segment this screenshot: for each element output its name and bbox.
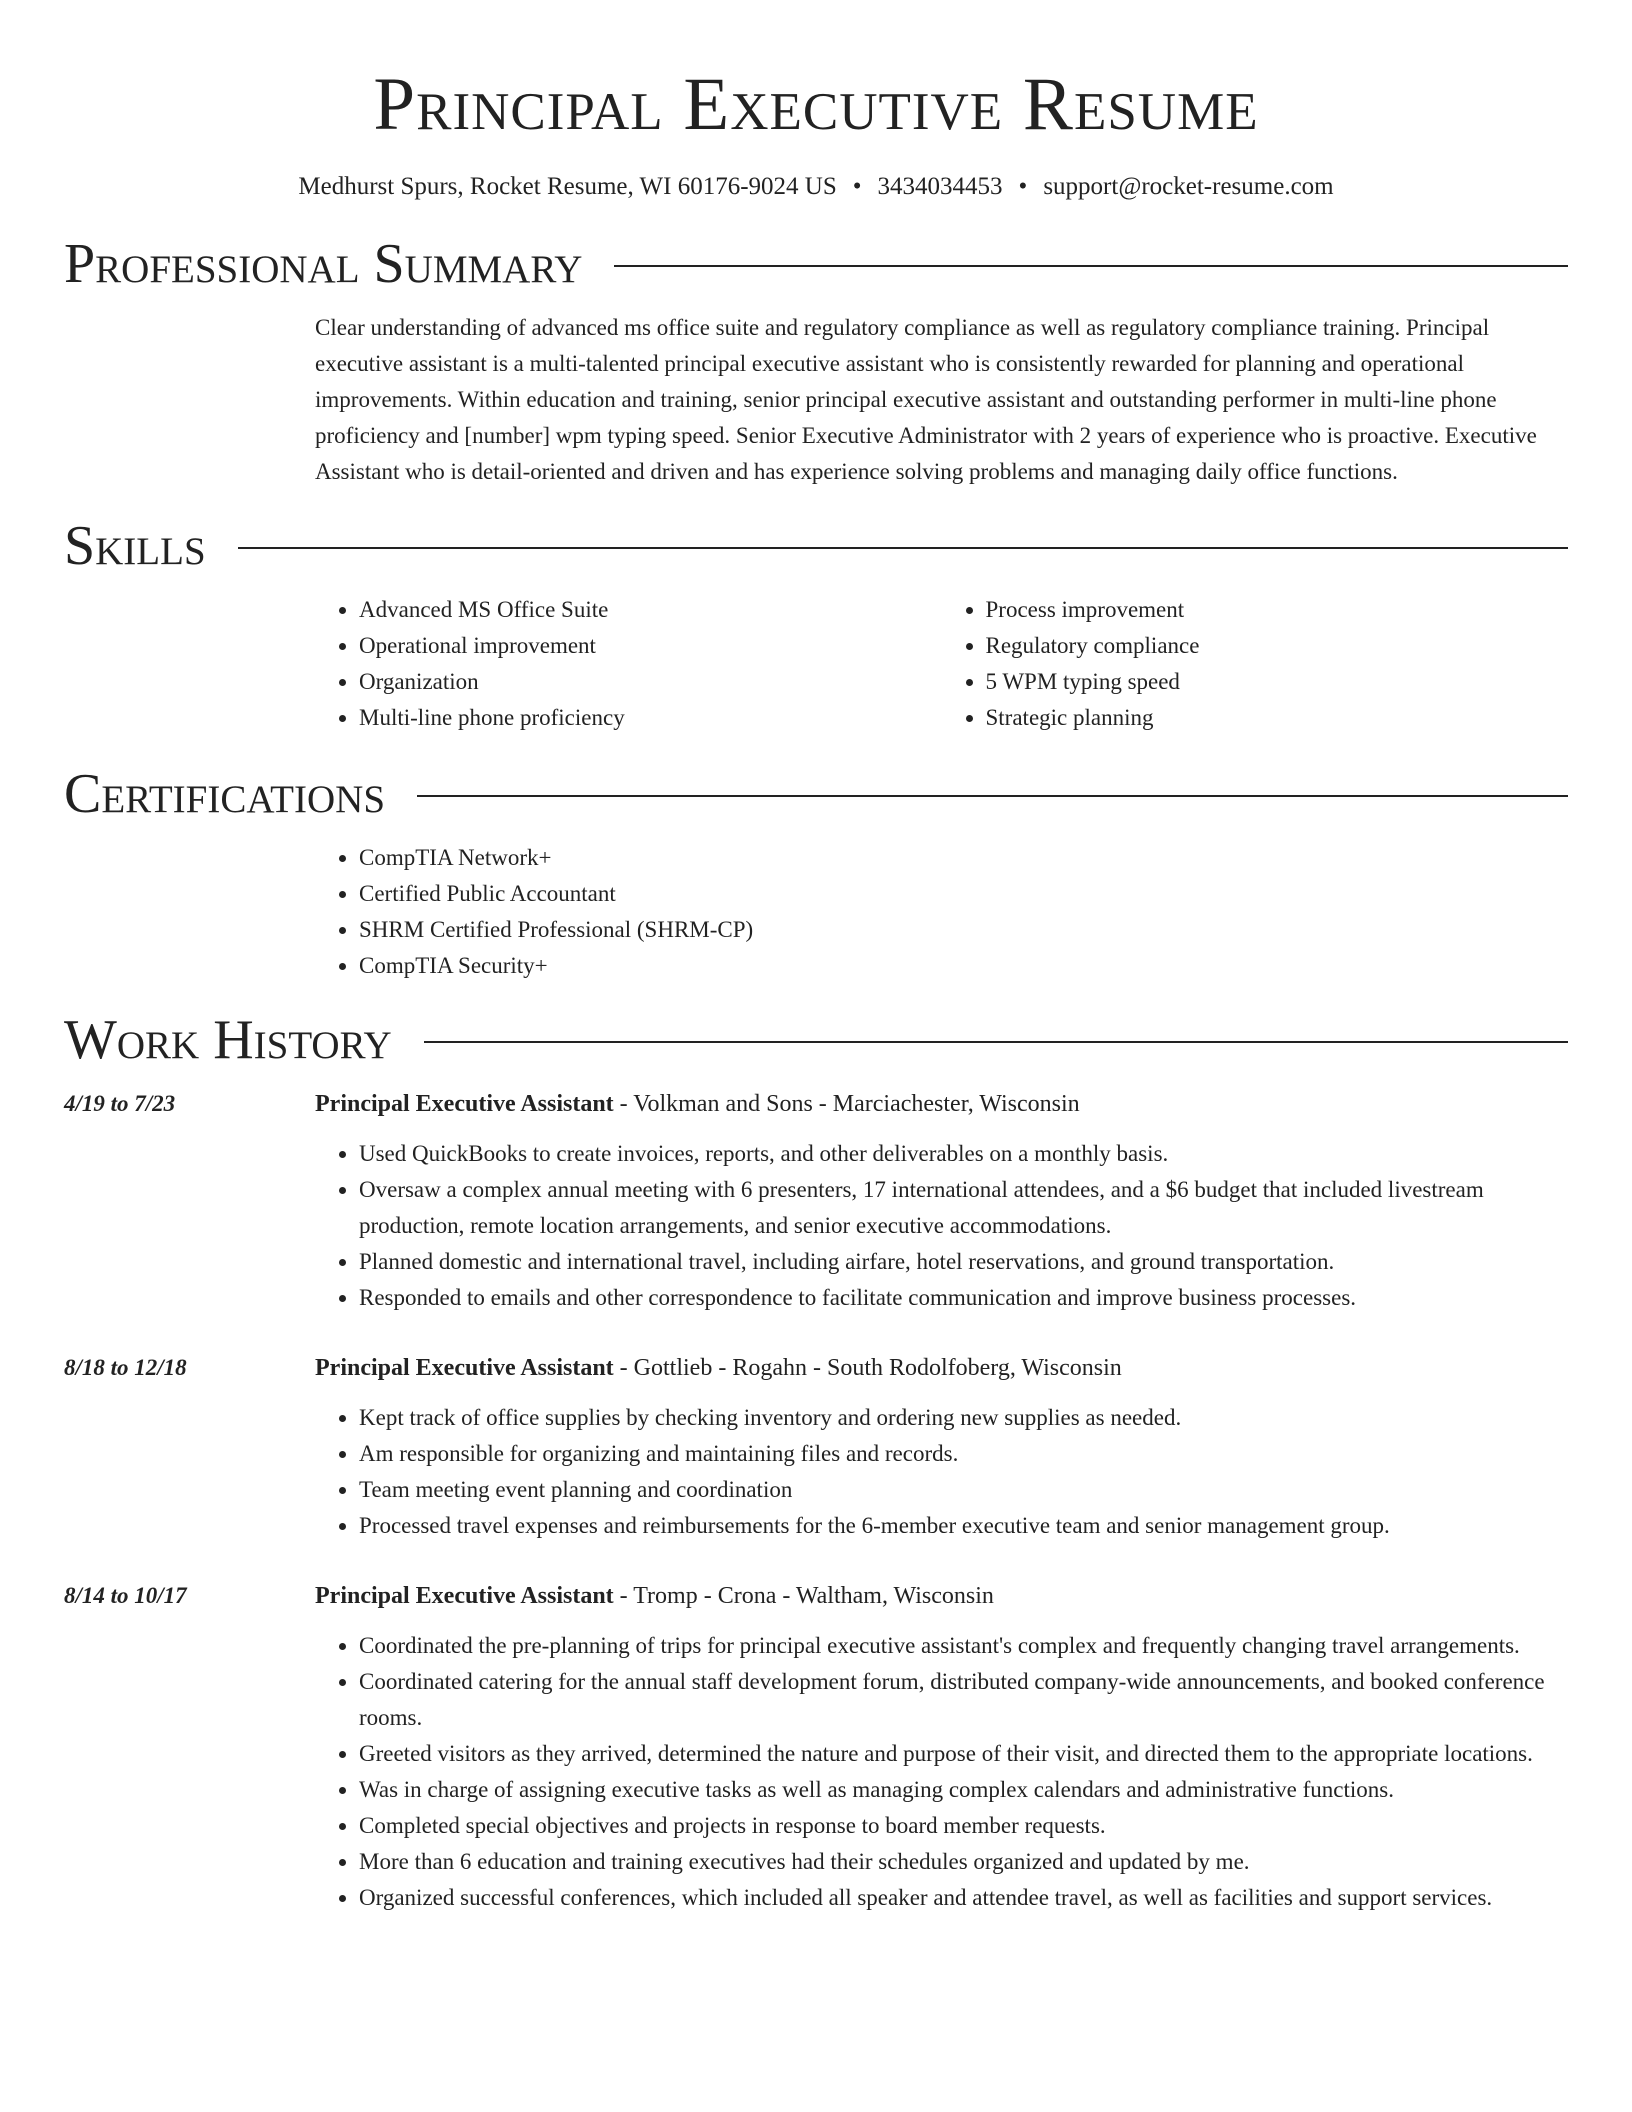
certification-item: • CompTIA Network+ [359, 840, 1568, 876]
job-bullet: • Used QuickBooks to create invoices, reports, and other deliverables on a monthly basis. [359, 1136, 1568, 1172]
job-bullet: • Responded to emails and other correspondence to facilitate communication and improve business processes. [359, 1280, 1568, 1316]
job-title-line [315, 1578, 1568, 1614]
job-entry [64, 1578, 1568, 1916]
phone: 3434034453 [877, 173, 1003, 200]
job-bullet: • Was in charge of assigning executive tasks as well as managing complex calendars and administrative functions. [359, 1772, 1568, 1808]
bullet-separator: • [852, 173, 862, 200]
skills-column-left [315, 592, 942, 736]
skill-item: • Strategic planning [986, 700, 1569, 736]
job-title-line [315, 1350, 1568, 1386]
job-bullet: • Coordinated the pre-planning of trips for principal executive assistant's complex and frequently changing travel arrangements. [359, 1628, 1568, 1664]
job-bullet: • Kept track of office supplies by checking inventory and ordering new supplies as needed. [359, 1400, 1568, 1436]
skills-heading: Skills [64, 515, 206, 577]
certification-item: • SHRM Certified Professional (SHRM-CP) [359, 912, 1568, 948]
job-company: - Tromp - Crona - Waltham, Wisconsin [613, 1583, 994, 1609]
job-bullet: • Completed special objectives and projects in response to board member requests. [359, 1808, 1568, 1844]
section-divider [614, 265, 1568, 267]
job-title: Principal Executive Assistant [315, 1583, 614, 1609]
certifications-section-header [64, 762, 1568, 826]
resume-page [64, 0, 1568, 1916]
skill-item: • 5 WPM typing speed [986, 664, 1569, 700]
skill-item: • Organization [359, 664, 942, 700]
job-entry [64, 1086, 1568, 1316]
bullet-separator: • [1018, 173, 1028, 200]
section-divider [417, 795, 1568, 797]
job-entry [64, 1350, 1568, 1544]
job-bullet: • Processed travel expenses and reimbursements for the 6-member executive team and senior management group. [359, 1508, 1568, 1544]
skills-column-right [942, 592, 1569, 736]
job-bullet: • Greeted visitors as they arrived, determined the nature and purpose of their visit, and directed them to the appropriate locations. [359, 1736, 1568, 1772]
resume-title: Principal Executive Resume [373, 63, 1259, 146]
skills-list [315, 592, 1568, 736]
job-bullets [315, 1628, 1568, 1916]
summary-text: Clear understanding of advanced ms office suite and regulatory compliance as well as regulatory compliance training. Principal executive assistant is a multi-talented principal executive assistant who is consistently rewarded for planning and operational improvements. Within education and training, senior principal executive assistant and outstanding performer in multi-line phone proficiency and [number] wpm typing speed. Senior Executive Administrator with 2 years of experience who is proactive. Executive Assistant who is detail-oriented and driven and has experience solving problems and managing daily office functions. [315, 315, 1537, 484]
job-bullet: • Planned domestic and international travel, including airfare, hotel reservations, and ground transportation. [359, 1244, 1568, 1280]
job-company: - Volkman and Sons - Marciachester, Wisconsin [613, 1091, 1080, 1117]
job-bullet: • Team meeting event planning and coordination [359, 1472, 1568, 1508]
job-bullets [315, 1136, 1568, 1316]
job-bullet: • Organized successful conferences, which included all speaker and attendee travel, as well as facilities and support services. [359, 1880, 1568, 1916]
summary-section-header [64, 232, 1568, 296]
section-divider [424, 1041, 1568, 1043]
contact-line [64, 172, 1568, 202]
certifications-list [315, 840, 1568, 984]
skills-section-header [64, 514, 1568, 578]
section-divider [238, 547, 1568, 549]
job-bullet: • More than 6 education and training executives had their schedules organized and updated by me. [359, 1844, 1568, 1880]
job-title: Principal Executive Assistant [315, 1355, 614, 1381]
address: Medhurst Spurs, Rocket Resume, WI 60176-9024 US [298, 173, 837, 200]
certifications-heading: Certifications [64, 763, 386, 825]
job-bullet: • Oversaw a complex annual meeting with 6 presenters, 17 international attendees, and a $6 budget that included livestream production, remote location arrangements, and senior executive accommodations. [359, 1172, 1568, 1244]
job-dates: 8/18 to 12/18 [64, 1355, 187, 1380]
skill-item: • Advanced MS Office Suite [359, 592, 942, 628]
skill-item: • Multi-line phone proficiency [359, 700, 942, 736]
skill-item: • Process improvement [986, 592, 1569, 628]
skill-item: • Operational improvement [359, 628, 942, 664]
job-bullet: • Coordinated catering for the annual staff development forum, distributed company-wide announcements, and booked conference rooms. [359, 1664, 1568, 1736]
job-company: - Gottlieb - Rogahn - South Rodolfoberg, Wisconsin [613, 1355, 1122, 1381]
skill-item: • Regulatory compliance [986, 628, 1569, 664]
work-heading: Work History [64, 1009, 392, 1071]
job-title-line [315, 1086, 1568, 1122]
job-dates: 4/19 to 7/23 [64, 1091, 176, 1116]
certification-item: • CompTIA Security+ [359, 948, 1568, 984]
job-bullets [315, 1400, 1568, 1544]
job-title: Principal Executive Assistant [315, 1091, 614, 1117]
summary-heading: Professional Summary [64, 233, 583, 295]
job-dates: 8/14 to 10/17 [64, 1583, 187, 1608]
certification-item: • Certified Public Accountant [359, 876, 1568, 912]
email: support@rocket-resume.com [1043, 173, 1334, 200]
work-section-header [64, 1008, 1568, 1072]
job-bullet: • Am responsible for organizing and maintaining files and records. [359, 1436, 1568, 1472]
